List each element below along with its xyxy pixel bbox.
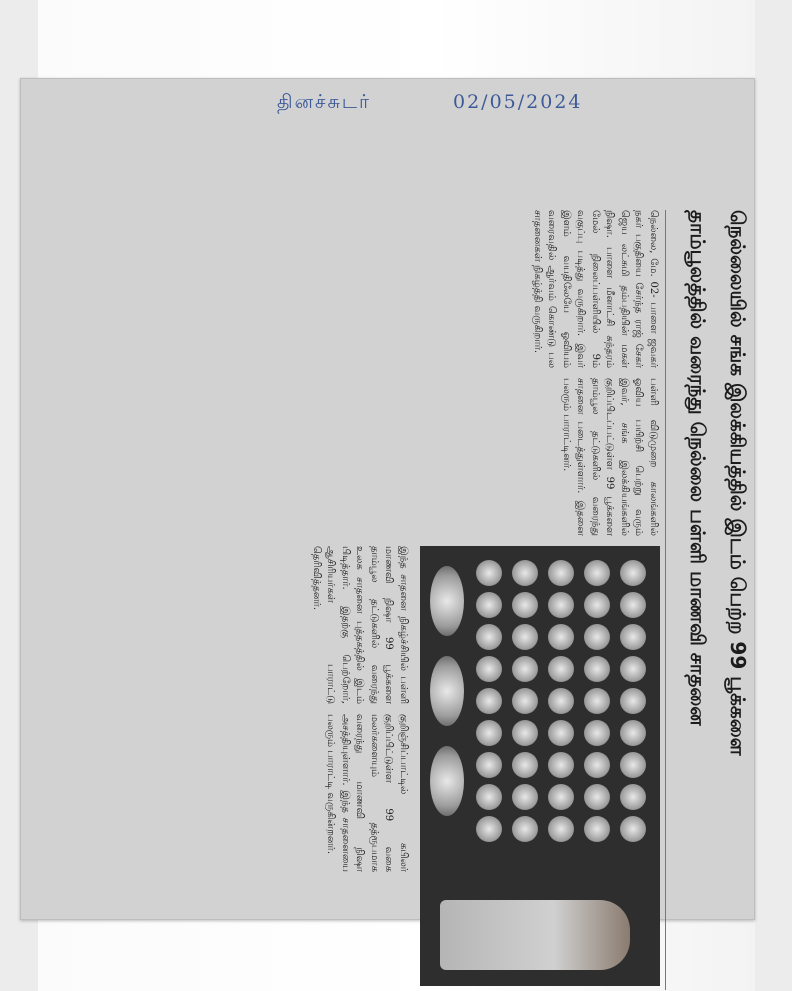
headline-line-2: தாம்பூலத்தில் வரைந்து நெல்லை பள்ளி மாணவி சாதனை bbox=[686, 210, 710, 726]
plate-image bbox=[476, 592, 502, 618]
plate-image bbox=[512, 784, 538, 810]
plate-image bbox=[620, 816, 646, 842]
plate-image bbox=[548, 784, 574, 810]
plate-image bbox=[476, 656, 502, 682]
plate-image bbox=[548, 688, 574, 714]
plate-image bbox=[476, 720, 502, 746]
plate-image bbox=[620, 688, 646, 714]
plate-image bbox=[476, 752, 502, 778]
article-photo bbox=[420, 546, 660, 986]
plate-image bbox=[584, 560, 610, 586]
column-4-text: குறிஞ்சிப்பாட்டில் கபிலர் குறிப்பிட்டுள்ள 99 வகை மலர்களையும் தத்ரூபமாக வரைந்து மாணவி நிஷா அசத்தியுள்ளார். இந்த சாதனையை பலரும் பாராட்டி வருகின்றனர். bbox=[325, 714, 409, 872]
newspaper-clipping bbox=[20, 78, 755, 920]
newspaper-name: தினச்சுடர் bbox=[277, 91, 371, 113]
plate-image bbox=[548, 560, 574, 586]
plate-image bbox=[476, 816, 502, 842]
plate-image bbox=[476, 688, 502, 714]
plate-image bbox=[512, 560, 538, 586]
article-column-3 bbox=[80, 546, 410, 704]
plate-image bbox=[548, 720, 574, 746]
clipping-header bbox=[21, 79, 754, 119]
plate-image bbox=[430, 746, 464, 816]
plate-image bbox=[548, 816, 574, 842]
plate-image bbox=[548, 752, 574, 778]
plate-image bbox=[512, 592, 538, 618]
column-2-text: பள்ளி விடுமுறை காலங்களில் ஓவிய பயிற்சி பெற்று வரும் இவர், சங்க இலக்கியங்களில் குறிப்பிடப்பட்டுள்ள 99 பூக்களை தாம்பூல தட்டுகளில் வரைந்து சாதனை படைத்துள்ளார். இதனை பலரும் பாராட்டினர். bbox=[561, 378, 659, 536]
plate-image bbox=[584, 816, 610, 842]
column-1-text: நெல்லை, மே. 02- பாளை ஜவகர் நகர் பகுதியை சேர்ந்த ராஜ் சேகர் ஜெய லட்சுமி தம்பதியின் மகள் நிஷா. பாளை மீனாட்சி சுந்தரம் மேல் நிலைப்பள்ளியில் 9ம் வகுப்பு படித்து வருகிறார். இவர் இளம் வயதிலேயே ஓவியம் வரைவதில் ஆர்வம் கொண்டு பல சாதனைகள் நிகழ்த்தி வருகிறார். bbox=[532, 210, 659, 368]
column-3-text: இந்த சாதனை நிகழ்ச்சியில் பள்ளி மாணவி நிஷா 99 பூக்களை தாம்பூல தட்டுகளில் வரைந்து உலக சாதனை புத்தகத்தில் இடம் பிடித்தார். இதற்கு பெற்றோர், ஆசிரியர்கள் பாராட்டு தெரிவித்தனர். bbox=[311, 546, 409, 704]
plate-image bbox=[620, 560, 646, 586]
plate-image bbox=[512, 816, 538, 842]
plate-image bbox=[620, 624, 646, 650]
plate-image bbox=[620, 784, 646, 810]
article-column-2 bbox=[80, 378, 660, 536]
plate-image bbox=[512, 688, 538, 714]
plate-image bbox=[584, 752, 610, 778]
plate-image bbox=[620, 592, 646, 618]
plate-image bbox=[584, 784, 610, 810]
plate-image bbox=[620, 720, 646, 746]
plate-image bbox=[476, 560, 502, 586]
student-figure bbox=[440, 900, 630, 970]
plate-image bbox=[584, 624, 610, 650]
plate-image bbox=[476, 784, 502, 810]
plate-image bbox=[548, 592, 574, 618]
plate-image bbox=[620, 656, 646, 682]
headline-divider bbox=[665, 210, 666, 990]
article bbox=[70, 210, 750, 990]
article-column-1 bbox=[80, 210, 660, 368]
plate-image bbox=[512, 624, 538, 650]
headline-line-1: நெல்லையில் சங்க இலக்கியத்தில் இடம் பெற்ற 99 பூக்களை bbox=[726, 210, 750, 756]
plate-image bbox=[620, 752, 646, 778]
plate-image bbox=[476, 624, 502, 650]
article-column-4 bbox=[80, 714, 410, 872]
plate-image bbox=[512, 752, 538, 778]
plate-image bbox=[512, 720, 538, 746]
plate-image bbox=[584, 688, 610, 714]
plate-image bbox=[584, 656, 610, 682]
plate-image bbox=[430, 566, 464, 636]
plate-image bbox=[548, 656, 574, 682]
plate-image bbox=[548, 624, 574, 650]
plate-image bbox=[430, 656, 464, 726]
plate-image bbox=[584, 592, 610, 618]
plate-image bbox=[584, 720, 610, 746]
clipping-date: 02/05/2024 bbox=[453, 91, 583, 113]
plate-image bbox=[512, 656, 538, 682]
